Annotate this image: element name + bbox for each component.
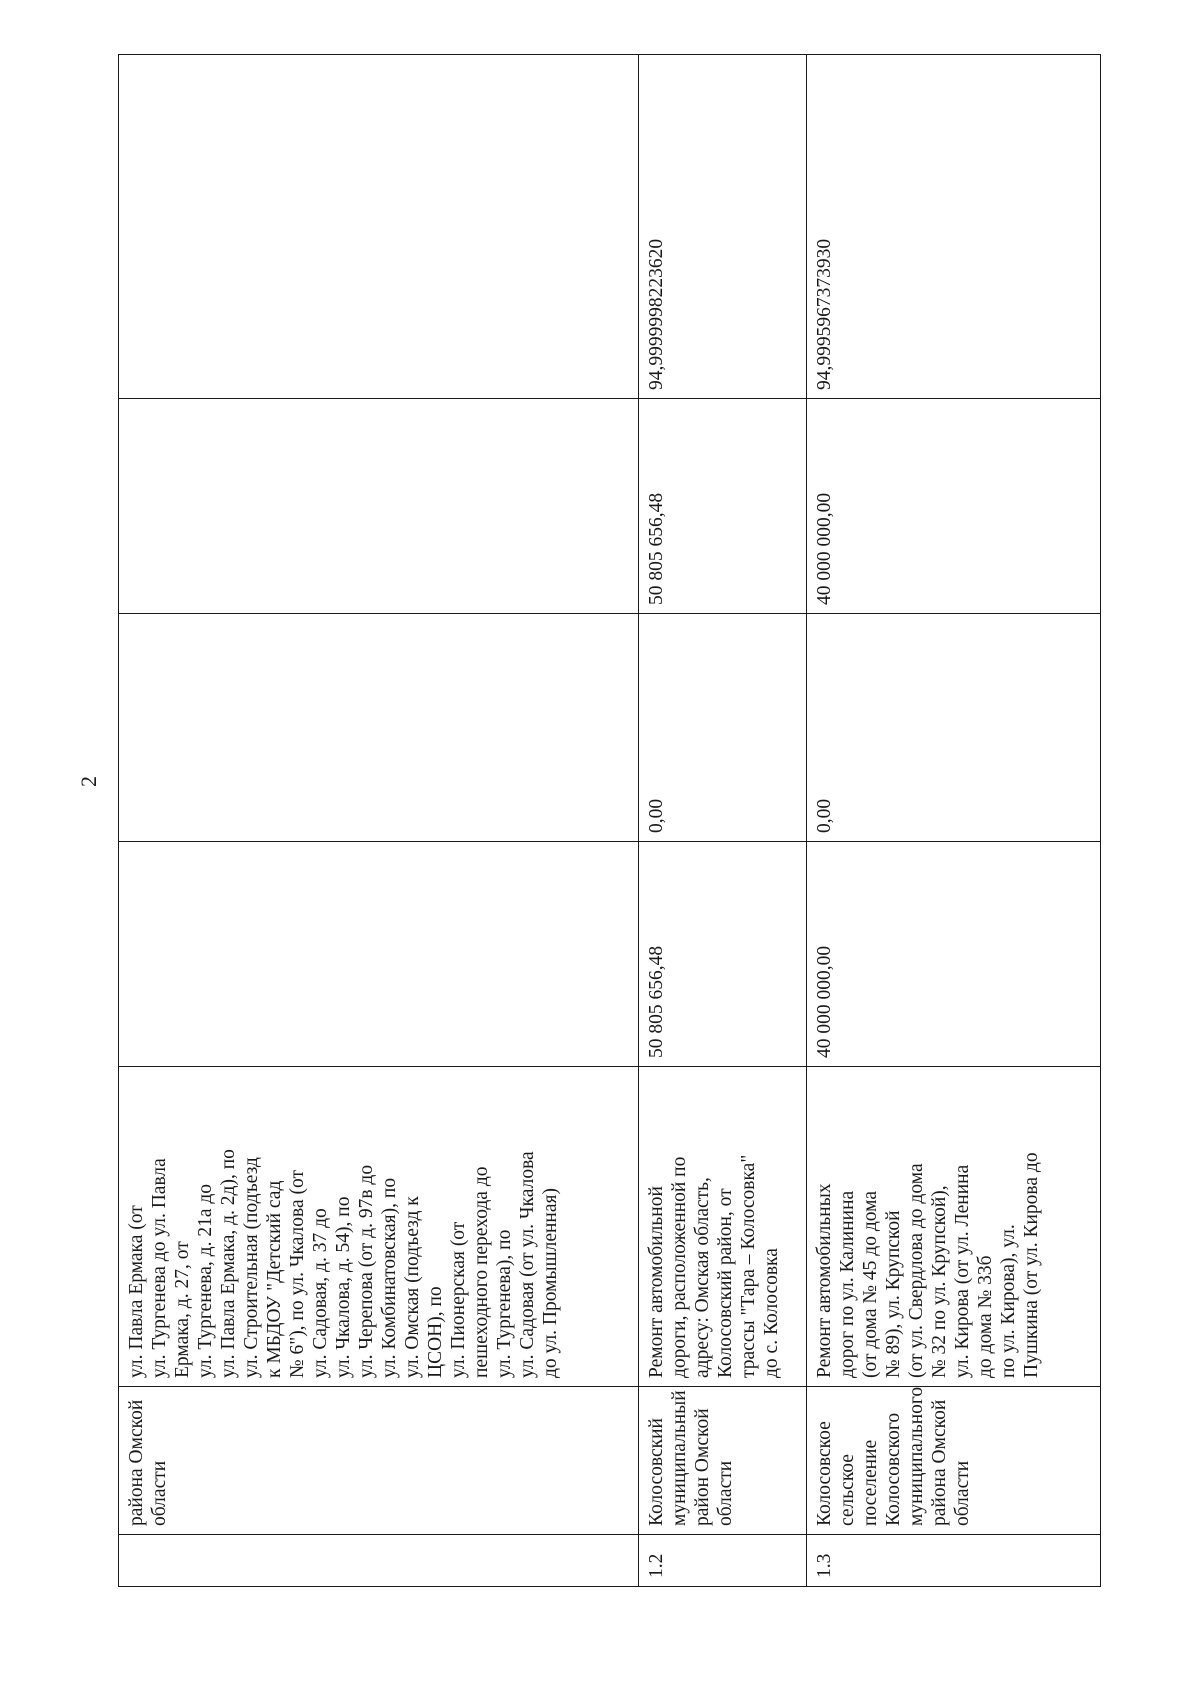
municipality-cell: Колосовское сельское поселение Колосовского муниципального района Омской области bbox=[807, 1387, 1101, 1535]
total-amount-cell: 50 805 656,48 bbox=[639, 842, 807, 1067]
rotated-table-container bbox=[118, 55, 1100, 1587]
description-cell: Ремонт автомобильной дороги, расположенной по адресу: Омская область, Колосовский район, от трассы "Тара – Колосовка" до с. Колосовка bbox=[639, 1067, 807, 1387]
share-cell: 94,9999998223620 bbox=[639, 55, 807, 399]
description-cell: Ремонт автомобильных дорог по ул. Калинина (от дома № 45 до дома № 89), ул. Крупской (от ул. Свердлова до дома № 32 по ул. Крупской), ул. Кирова (от ул. Ленина до дома № 33б по ул. Кирова), ул. Пушкина (от ул. Кирова до bbox=[807, 1067, 1101, 1387]
table-row bbox=[807, 55, 1101, 1587]
share-cell: 94,9995967373930 bbox=[807, 55, 1101, 399]
row-index: 1.3 bbox=[807, 1535, 1101, 1587]
federal-amount-cell: 0,00 bbox=[639, 614, 807, 842]
description-cell: ул. Павла Ермака (от ул. Тургенева до ул. Павла Ермака, д. 27, от ул. Тургенева, д. 21а до ул. Павла Ермака, д. 2д), по ул. Строительная (подъезд к МБДОУ "Детский сад № 6"), по ул. Чкалова (от ул. Садовая, д. 37 до ул. Чкалова, д. 54), по ул. Черепова (от д. 97в до ул. Комбинатовская), по ул. Омская (подъезд к ЦСОН), по ул. Пионерская (от пешеходного перехода до ул. Тургенева), по ул. Садовая (от ул. Чкалова до ул. Промышленная) bbox=[119, 1067, 639, 1387]
row-index bbox=[119, 1535, 639, 1587]
federal-amount-cell: 0,00 bbox=[807, 614, 1101, 842]
total-amount-cell bbox=[119, 842, 639, 1067]
regional-amount-cell: 40 000 000,00 bbox=[807, 399, 1101, 614]
table-row bbox=[119, 55, 639, 1587]
municipality-cell: района Омской области bbox=[119, 1387, 639, 1535]
federal-amount-cell bbox=[119, 614, 639, 842]
share-cell bbox=[119, 55, 639, 399]
data-table bbox=[118, 54, 1101, 1587]
regional-amount-cell bbox=[119, 399, 639, 614]
table-row bbox=[639, 55, 807, 1587]
total-amount-cell: 40 000 000,00 bbox=[807, 842, 1101, 1067]
page-number: 2 bbox=[76, 776, 101, 787]
regional-amount-cell: 50 805 656,48 bbox=[639, 399, 807, 614]
municipality-cell: Колосовский муниципальный район Омской области bbox=[639, 1387, 807, 1535]
row-index: 1.2 bbox=[639, 1535, 807, 1587]
